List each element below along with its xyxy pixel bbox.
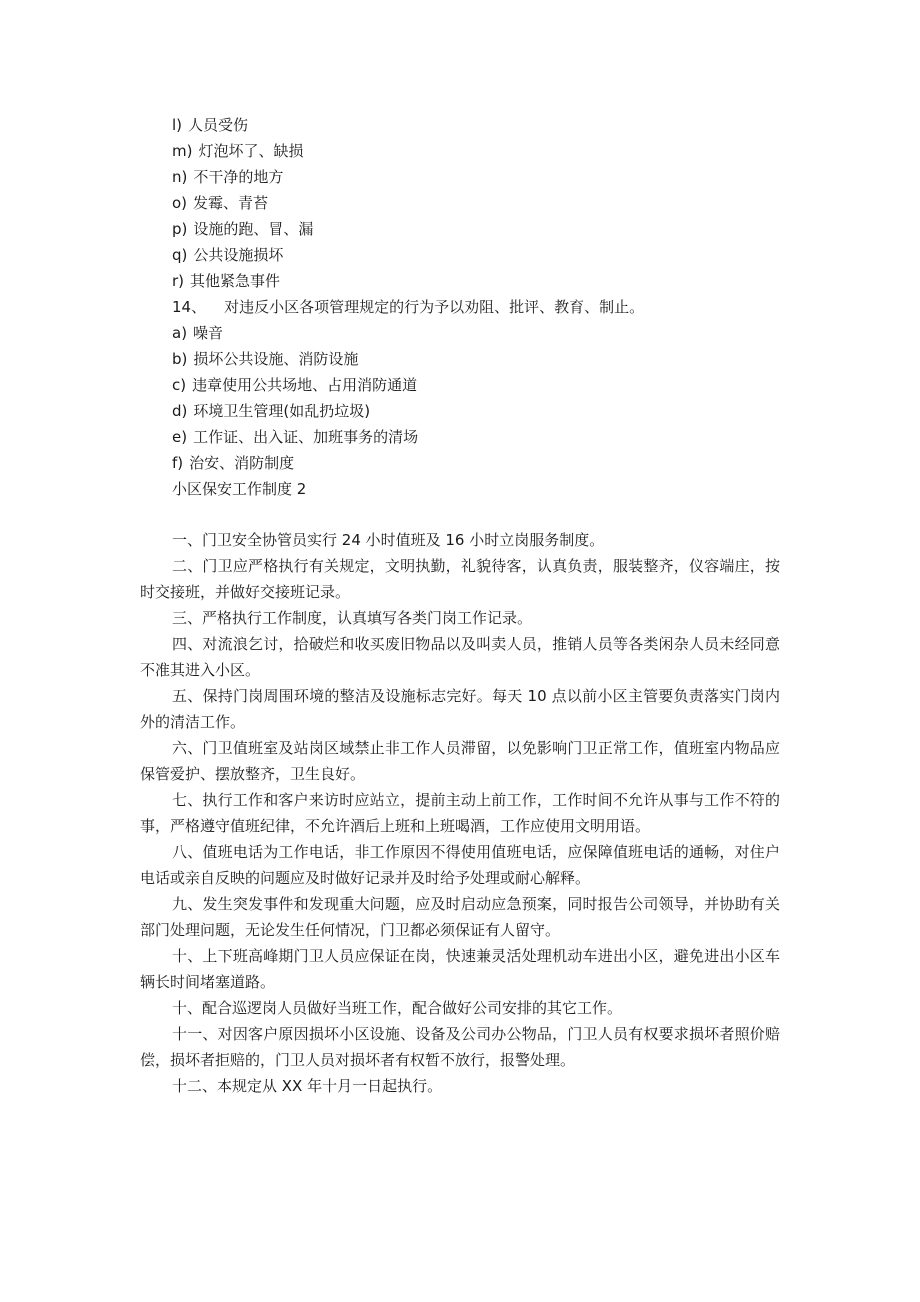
list-text: 损坏公共设施、消防设施 <box>193 350 359 368</box>
list-text: 工作证、出入证、加班事务的清场 <box>193 428 419 446</box>
section-title: 小区保安工作制度 2 <box>172 480 307 498</box>
list-text: 灯泡坏了、缺损 <box>198 142 304 160</box>
list-item <box>172 372 852 398</box>
list-marker: 14、 <box>172 298 207 316</box>
paragraph: 五、保持门岗周围环境的整洁及设施标志完好。每天 10 点以前小区主管要负责落实门岗内外的清洁工作。 <box>140 687 780 731</box>
paragraph: 七、执行工作和客户来访时应站立，提前主动上前工作，工作时间不允许从事与工作不符的事，严格遵守值班纪律，不允许酒后上班和上班喝酒，工作应使用文明用语。 <box>140 791 780 835</box>
list-text: 人员受伤 <box>188 116 249 134</box>
list-item <box>172 190 852 216</box>
list-text: 不干净的地方 <box>193 168 284 186</box>
paragraph: 六、门卫值班室及站岗区域禁止非工作人员滞留，以免影响门卫正常工作，值班室内物品应保管爱护、摆放整齐，卫生良好。 <box>140 739 780 783</box>
list-item <box>172 320 852 346</box>
paragraph: 四、对流浪乞讨，拾破烂和收买废旧物品以及叫卖人员，推销人员等各类闲杂人员未经同意不准其进入小区。 <box>140 635 780 679</box>
list-text: 环境卫生管理(如乱扔垃圾) <box>193 402 371 420</box>
list-item <box>172 242 852 268</box>
list-text: 设施的跑、冒、漏 <box>193 220 314 238</box>
list-marker: q) <box>172 246 188 264</box>
list-marker: r) <box>172 272 185 290</box>
list-marker: m) <box>172 142 193 160</box>
paragraph: 九、发生突发事件和发现重大问题，应及时启动应急预案，同时报告公司领导，并协助有关部门处理问题，无论发生任何情况，门卫都必须保证有人留守。 <box>140 895 780 939</box>
list-item <box>172 138 852 164</box>
list-marker: l) <box>172 116 183 134</box>
list-text: 公共设施损坏 <box>193 246 284 264</box>
paragraph: 十一、对因客户原因损坏小区设施、设备及公司办公物品，门卫人员有权要求损坏者照价赔偿，损坏者拒赔的，门卫人员对损坏者有权暂不放行，报警处理。 <box>140 1025 780 1069</box>
paragraph: 一、门卫安全协管员实行 24 小时值班及 16 小时立岗服务制度。 <box>172 531 605 549</box>
rules-list <box>172 112 852 502</box>
list-item <box>172 112 852 138</box>
paragraph: 十、配合巡逻岗人员做好当班工作，配合做好公司安排的其它工作。 <box>172 999 623 1017</box>
list-marker: o) <box>172 194 188 212</box>
paragraph: 十二、本规定从 XX 年十月一日起执行。 <box>172 1077 443 1095</box>
list-text: 其他紧急事件 <box>190 272 281 290</box>
list-item <box>172 216 852 242</box>
paragraph: 十、上下班高峰期门卫人员应保证在岗，快速兼灵活处理机动车进出小区，避免进出小区车辆长时间堵塞道路。 <box>140 947 780 991</box>
list-item <box>172 450 852 476</box>
list-marker: f) <box>172 454 184 472</box>
list-text: 发霉、青苔 <box>193 194 269 212</box>
list-text: 噪音 <box>193 324 224 342</box>
list-marker: d) <box>172 402 188 420</box>
paragraph: 二、门卫应严格执行有关规定，文明执勤，礼貌待客，认真负责，服装整齐，仪容端庄，按时交接班，并做好交接班记录。 <box>140 557 780 601</box>
list-marker: c) <box>172 376 187 394</box>
list-marker: a) <box>172 324 188 342</box>
list-marker: n) <box>172 168 188 186</box>
list-marker: p) <box>172 220 188 238</box>
list-text: 治安、消防制度 <box>189 454 295 472</box>
paragraph: 三、严格执行工作制度，认真填写各类门岗工作记录。 <box>172 609 533 627</box>
regulation-body <box>140 527 780 1099</box>
list-text: 对违反小区各项管理规定的行为予以劝阻、批评、教育、制止。 <box>224 298 645 316</box>
list-item <box>172 424 852 450</box>
list-marker: e) <box>172 428 188 446</box>
list-item <box>172 164 852 190</box>
list-item <box>172 268 852 294</box>
list-marker: b) <box>172 350 188 368</box>
list-item <box>172 346 852 372</box>
list-item-numbered <box>172 294 852 320</box>
paragraph: 八、值班电话为工作电话，非工作原因不得使用值班电话，应保障值班电话的通畅，对住户电话或亲自反映的问题应及时做好记录并及时给予处理或耐心解释。 <box>140 843 780 887</box>
list-text: 违章使用公共场地、占用消防通道 <box>192 376 418 394</box>
list-item <box>172 398 852 424</box>
